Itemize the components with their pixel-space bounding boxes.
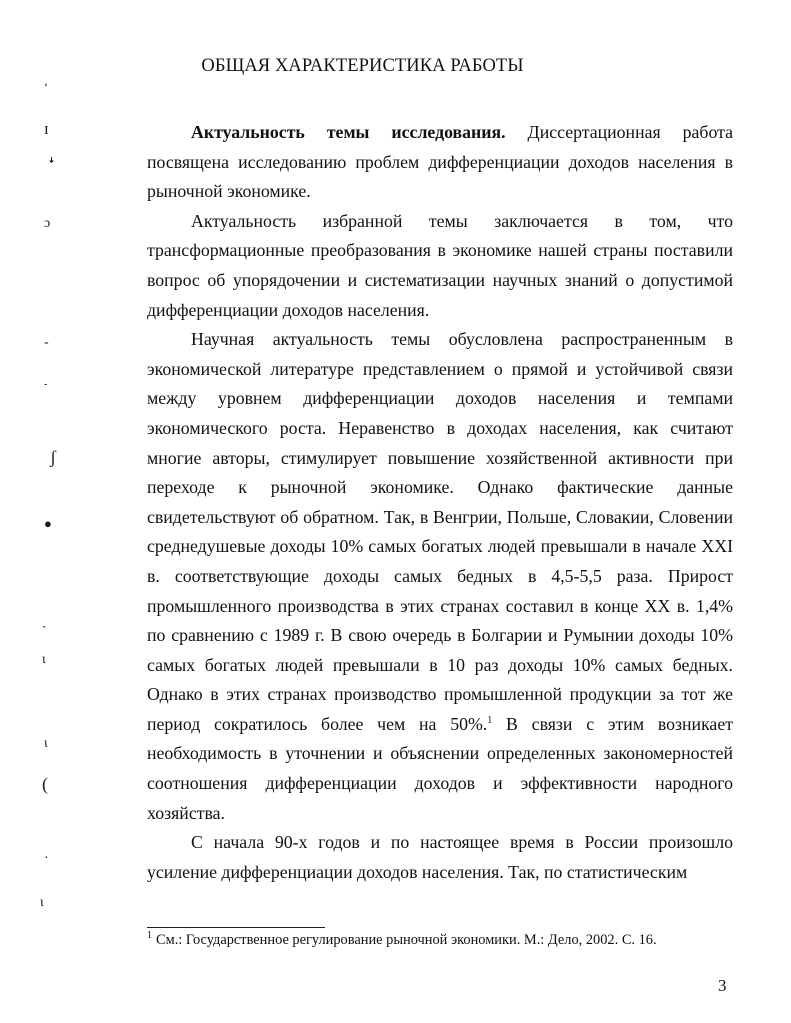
paragraph-3-text-b: В связи с этим возникает необходимость в уточнении и объяснении определенных закономерностей соотношения дифференциации доходов и эффективности народного хозяйства. <box>147 713 733 823</box>
margin-mark: ɪ <box>44 119 49 138</box>
page-title: ОБЩАЯ ХАРАКТЕРИСТИКА РАБОТЫ <box>201 56 524 76</box>
margin-mark: · <box>44 851 49 866</box>
margin-mark: ● <box>44 516 52 531</box>
margin-mark: ‘ <box>44 80 48 94</box>
paragraph-1-lead: Актуальность темы исследования. <box>191 122 506 142</box>
margin-mark: ɩ <box>42 652 46 667</box>
margin-mark: ɔ <box>44 216 51 231</box>
footnote-text: См.: Государственное регулирование рыночной экономики. М.: Дело, 2002. С. 16. <box>156 932 657 948</box>
margin-mark: ꜜ <box>48 159 55 174</box>
page-number: 3 <box>718 976 727 995</box>
paragraph-3-text-a: Научная актуальность темы обусловлена распространенным в экономической литературе представлением о прямой и устойчивой связи между уровнем дифференциации доходов населения и темпами экономического роста. Неравенство в доходах населения, как считают многие авторы, стимулирует повышение хозяйственной активности при переходе к рыночной экономике. Однако фактические данные свидетельствуют об обратном. Так, в Венгрии, Польше, Словакии, Словении среднедушевые доходы 10% самых богатых людей превышали в начале XXI в. соответствующие доходы самых бедных в 4,5-5,5 раза. Прирост промышленного производства в этих странах составил в конце XX в. 1,4% по сравнению с 1989 г. В свою очередь в Болгарии и Румынии доходы 10% самых богатых людей превышали в 10 раз доходы 10% самых бедных. Однако в этих странах производство промышленной продукции за тот же период сократилось более чем на 50%. <box>147 329 733 734</box>
margin-mark: - <box>44 335 49 350</box>
paragraph-1-text: Диссертационная работа посвящена исследованию проблем дифференциации доходов населения в рыночной экономике. <box>147 122 734 202</box>
paragraph-3 <box>147 325 733 828</box>
margin-mark: ˎ <box>42 614 47 629</box>
margin-mark: ɩ <box>44 736 48 751</box>
main-text <box>147 118 733 887</box>
footnote <box>147 931 737 949</box>
paragraph-2: Актуальность избранной темы заключается в том, что трансформационные преобразования в экономике нашей страны поставили вопрос об упорядочении и систематизации научных знаний о допустимой дифференциации доходов населения. <box>147 210 733 320</box>
footnote-divider <box>147 927 325 928</box>
footnote-number: 1 <box>147 930 152 941</box>
paragraph-4: С начала 90-х годов и по настоящее время в России произошло усиление дифференциации доходов населения. Так, по статистическим <box>147 832 733 882</box>
margin-mark: ( <box>42 774 48 794</box>
margin-mark: ʃ <box>50 447 56 467</box>
footnote-reference[interactable]: 1 <box>487 714 493 726</box>
margin-mark: - <box>44 379 48 390</box>
margin-mark: ɩ <box>40 895 44 910</box>
paragraph-1 <box>147 118 733 207</box>
